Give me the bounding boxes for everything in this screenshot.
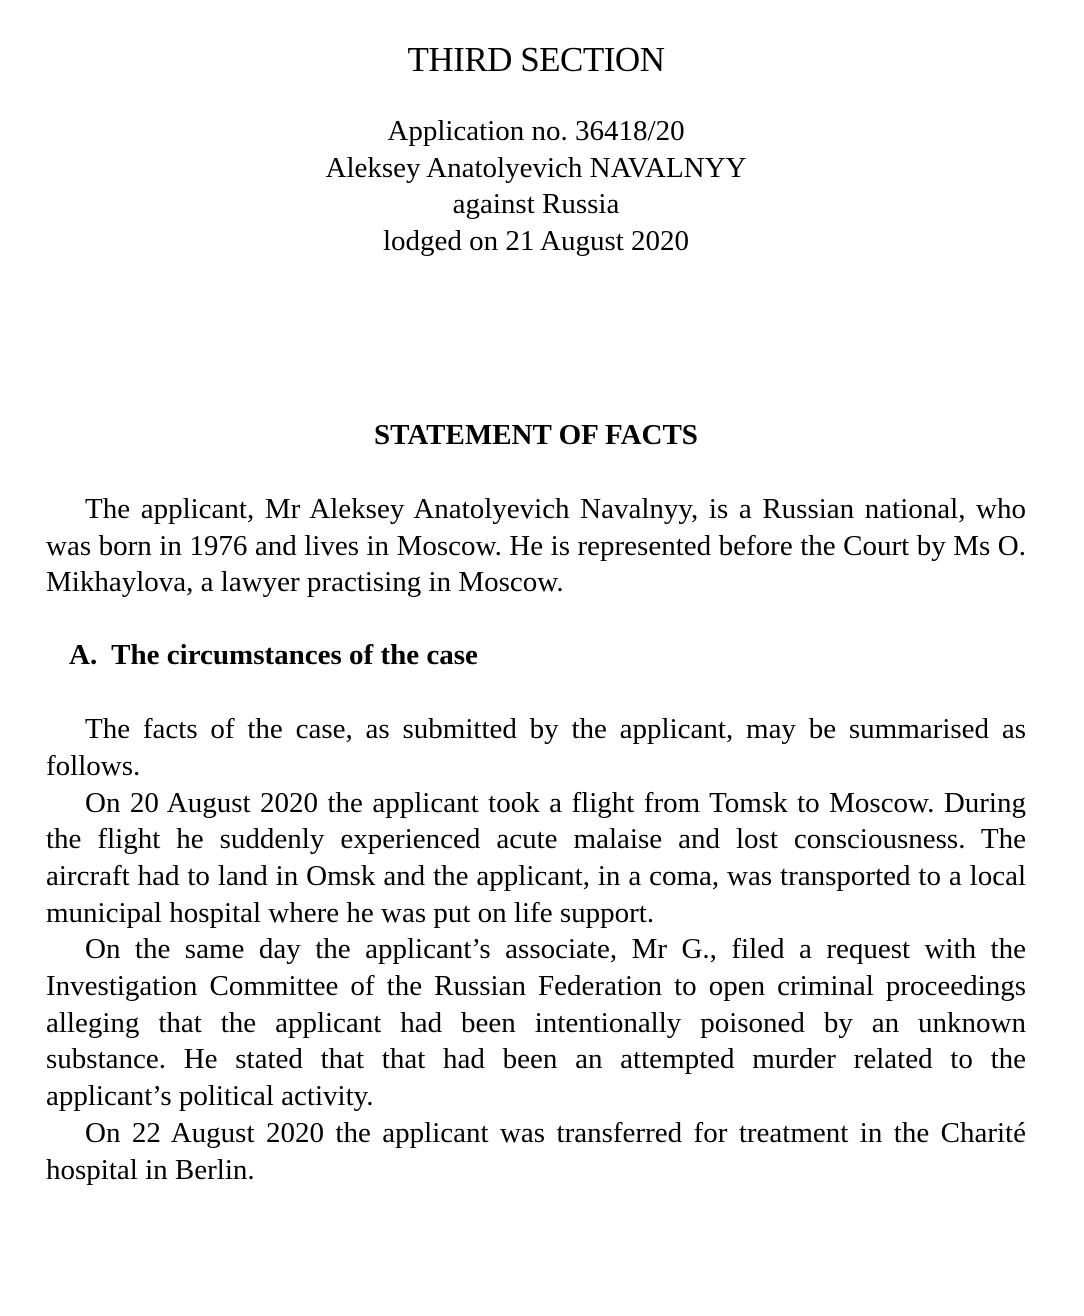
facts-paragraph: On the same day the applicant’s associate, Mr G., filed a request with the Investigation Committee of the Russian Federation to open criminal proceedings alleging that the applicant had been intentionally poisoned by an unknown substance. He stated that that had been an attempted murder related to the applicant’s political activity. [46, 933, 1026, 1113]
section-title: THIRD SECTION [407, 40, 665, 79]
respondent-state: against Russia [452, 188, 620, 220]
facts-paragraph: The facts of the case, as submitted by the applicant, may be summarised as follows. [46, 713, 1026, 782]
lodged-date: lodged on 21 August 2020 [382, 224, 690, 257]
statement-of-facts-heading: STATEMENT OF FACTS [374, 419, 698, 451]
circumstances-heading: A. The circumstances of the case [69, 639, 478, 672]
case-header [46, 113, 1026, 259]
application-number: Application no. 36418/20 [387, 115, 685, 147]
facts-paragraph: On 20 August 2020 the applicant took a flight from Tomsk to Moscow. During the flight he suddenly experienced acute malaise and lost consciousness. The aircraft had to land in Omsk and the applicant, in a coma, was transported to a local municipal hospital where he was put on life support. [46, 786, 1026, 929]
document-page [0, 40, 1084, 1316]
applicant-name: Aleksey Anatolyevich NAVALNYY [325, 151, 747, 184]
intro-paragraph: The applicant, Mr Aleksey Anatolyevich Navalnyy, is a Russian national, who was born in 1976 and lives in Moscow. He is represented before the Court by Ms O. Mikhaylova, a lawyer practising in Moscow. [46, 493, 1026, 599]
facts-paragraph: On 22 August 2020 the applicant was transferred for treatment in the Charité hospital in Berlin. [46, 1116, 1026, 1186]
